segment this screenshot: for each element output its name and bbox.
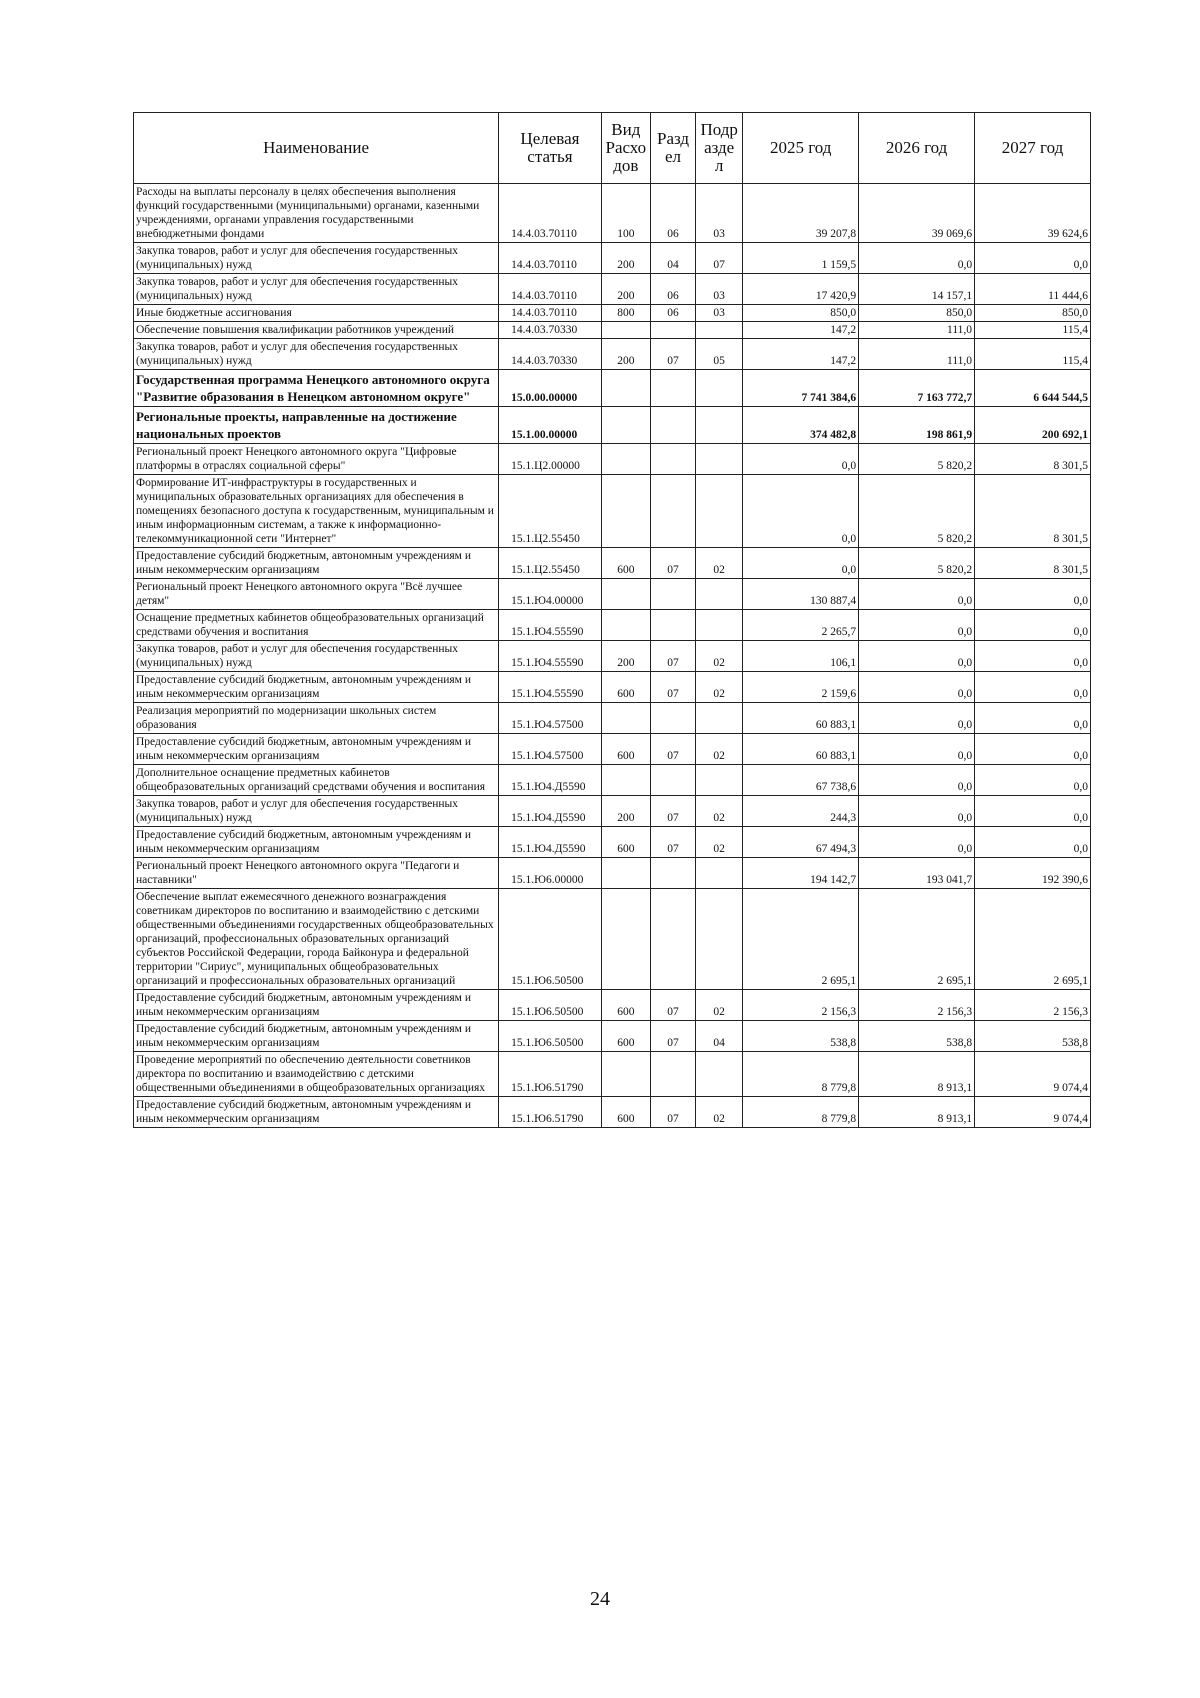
cell-name: Дополнительное оснащение предметных кабинетов общеобразовательных организаций средствами обучения и воспитания xyxy=(134,765,499,796)
cell-2025: 8 779,8 xyxy=(743,1097,859,1128)
cell-2025: 60 883,1 xyxy=(743,734,859,765)
cell-2026: 7 163 772,7 xyxy=(859,370,975,407)
cell-2025: 850,0 xyxy=(743,305,859,322)
cell-name: Закупка товаров, работ и услуг для обеспечения государственных (муниципальных) нужд xyxy=(134,243,499,274)
cell-podr: 03 xyxy=(696,305,743,322)
cell-target-code: 14.4.03.70110 xyxy=(499,305,602,322)
cell-vid: 200 xyxy=(601,641,650,672)
cell-razd xyxy=(650,610,695,641)
cell-2027: 200 692,1 xyxy=(975,407,1091,444)
cell-2027: 11 444,6 xyxy=(975,274,1091,305)
table-row xyxy=(134,990,1091,1021)
cell-vid: 600 xyxy=(601,548,650,579)
cell-podr: 05 xyxy=(696,339,743,370)
cell-2025: 2 265,7 xyxy=(743,610,859,641)
cell-target-code: 14.4.03.70330 xyxy=(499,339,602,370)
cell-2026: 2 156,3 xyxy=(859,990,975,1021)
cell-2026: 198 861,9 xyxy=(859,407,975,444)
cell-2027: 850,0 xyxy=(975,305,1091,322)
cell-2027: 9 074,4 xyxy=(975,1097,1091,1128)
cell-razd xyxy=(650,407,695,444)
cell-razd: 07 xyxy=(650,641,695,672)
cell-razd: 07 xyxy=(650,339,695,370)
cell-name: Закупка товаров, работ и услуг для обеспечения государственных (муниципальных) нужд xyxy=(134,339,499,370)
cell-2026: 8 913,1 xyxy=(859,1052,975,1097)
table-row xyxy=(134,734,1091,765)
cell-vid: 600 xyxy=(601,672,650,703)
header-razd-line1: Разд xyxy=(656,129,690,148)
table-row xyxy=(134,548,1091,579)
cell-target-code: 15.1.Ю4.55590 xyxy=(499,641,602,672)
table-row xyxy=(134,827,1091,858)
cell-2026: 0,0 xyxy=(859,796,975,827)
cell-target-code: 15.1.Ю6.50500 xyxy=(499,889,602,990)
cell-podr: 02 xyxy=(696,990,743,1021)
cell-2027: 115,4 xyxy=(975,322,1091,339)
table-row xyxy=(134,475,1091,548)
cell-razd xyxy=(650,858,695,889)
cell-vid: 600 xyxy=(601,827,650,858)
cell-2026: 14 157,1 xyxy=(859,274,975,305)
cell-vid: 600 xyxy=(601,734,650,765)
cell-2026: 0,0 xyxy=(859,827,975,858)
cell-target-code: 15.1.Ю4.Д5590 xyxy=(499,796,602,827)
cell-2027: 0,0 xyxy=(975,672,1091,703)
cell-2027: 0,0 xyxy=(975,243,1091,274)
cell-2027: 0,0 xyxy=(975,610,1091,641)
table-row xyxy=(134,641,1091,672)
cell-vid xyxy=(601,475,650,548)
cell-podr xyxy=(696,475,743,548)
cell-2025: 17 420,9 xyxy=(743,274,859,305)
table-row xyxy=(134,274,1091,305)
cell-name: Предоставление субсидий бюджетным, автономным учреждениям и иным некоммерческим организациям xyxy=(134,672,499,703)
cell-2026: 0,0 xyxy=(859,641,975,672)
table-row xyxy=(134,579,1091,610)
cell-name: Иные бюджетные ассигнования xyxy=(134,305,499,322)
cell-vid: 100 xyxy=(601,184,650,243)
cell-vid: 800 xyxy=(601,305,650,322)
cell-podr xyxy=(696,703,743,734)
cell-2026: 111,0 xyxy=(859,339,975,370)
cell-2025: 1 159,5 xyxy=(743,243,859,274)
cell-2026: 2 695,1 xyxy=(859,889,975,990)
header-2025-text: 2025 год xyxy=(769,138,832,157)
cell-vid: 600 xyxy=(601,990,650,1021)
cell-2025: 7 741 384,6 xyxy=(743,370,859,407)
table-row xyxy=(134,889,1091,990)
cell-2027: 6 644 544,5 xyxy=(975,370,1091,407)
cell-2027: 8 301,5 xyxy=(975,475,1091,548)
cell-podr xyxy=(696,370,743,407)
cell-name: Обеспечение повышения квалификации работников учреждений xyxy=(134,322,499,339)
cell-2026: 538,8 xyxy=(859,1021,975,1052)
cell-2026: 5 820,2 xyxy=(859,444,975,475)
cell-vid xyxy=(601,1052,650,1097)
cell-name: Государственная программа Ненецкого автономного округа "Развитие образования в Ненецком автономном округе" xyxy=(134,370,499,407)
cell-2026: 193 041,7 xyxy=(859,858,975,889)
cell-name: Проведение мероприятий по обеспечению деятельности советников директора по воспитанию и взаимодействию с детскими общественными объединениями в общеобразовательных организациях xyxy=(134,1052,499,1097)
cell-2027: 0,0 xyxy=(975,796,1091,827)
cell-podr: 07 xyxy=(696,243,743,274)
cell-2027: 8 301,5 xyxy=(975,444,1091,475)
cell-2026: 5 820,2 xyxy=(859,548,975,579)
cell-target-code: 15.1.Ю6.50500 xyxy=(499,1021,602,1052)
cell-2025: 374 482,8 xyxy=(743,407,859,444)
cell-2025: 2 156,3 xyxy=(743,990,859,1021)
budget-table xyxy=(133,112,1091,1128)
cell-vid: 200 xyxy=(601,339,650,370)
cell-target-code: 14.4.03.70110 xyxy=(499,274,602,305)
cell-2025: 2 159,6 xyxy=(743,672,859,703)
cell-2027: 115,4 xyxy=(975,339,1091,370)
cell-razd: 04 xyxy=(650,243,695,274)
cell-2025: 106,1 xyxy=(743,641,859,672)
cell-2026: 0,0 xyxy=(859,672,975,703)
cell-target-code: 14.4.03.70110 xyxy=(499,243,602,274)
cell-target-code: 15.0.00.00000 xyxy=(499,370,602,407)
cell-target-code: 15.1.Ю6.51790 xyxy=(499,1097,602,1128)
cell-razd: 07 xyxy=(650,672,695,703)
header-vid-line3: дов xyxy=(613,156,639,175)
header-podr-line2: азде xyxy=(704,138,735,157)
header-row xyxy=(134,113,1091,184)
cell-name: Предоставление субсидий бюджетным, автономным учреждениям и иным некоммерческим организациям xyxy=(134,1021,499,1052)
cell-2027: 2 695,1 xyxy=(975,889,1091,990)
cell-name: Предоставление субсидий бюджетным, автономным учреждениям и иным некоммерческим организациям xyxy=(134,990,499,1021)
cell-2025: 244,3 xyxy=(743,796,859,827)
cell-podr: 02 xyxy=(696,641,743,672)
cell-2026: 0,0 xyxy=(859,579,975,610)
cell-target-code: 14.4.03.70110 xyxy=(499,184,602,243)
cell-2027: 0,0 xyxy=(975,579,1091,610)
header-target-line2: статья xyxy=(527,147,573,166)
cell-name: Предоставление субсидий бюджетным, автономным учреждениям и иным некоммерческим организациям xyxy=(134,548,499,579)
cell-2026: 0,0 xyxy=(859,765,975,796)
cell-2025: 194 142,7 xyxy=(743,858,859,889)
cell-vid: 200 xyxy=(601,796,650,827)
cell-razd xyxy=(650,444,695,475)
cell-target-code: 15.1.Ю4.55590 xyxy=(499,610,602,641)
table-row xyxy=(134,305,1091,322)
cell-podr: 02 xyxy=(696,548,743,579)
cell-2025: 130 887,4 xyxy=(743,579,859,610)
header-vid-line2: Расхо xyxy=(605,138,647,157)
table-row xyxy=(134,1052,1091,1097)
cell-target-code: 15.1.Ц2.00000 xyxy=(499,444,602,475)
cell-name: Формирование ИТ-инфраструктуры в государственных и муниципальных образовательных организациях для обеспечения в помещениях безопасного доступа к государственным, муниципальным и иным информационным системам, а также к информационно-телекоммуникационной сети "Интернет" xyxy=(134,475,499,548)
cell-vid xyxy=(601,610,650,641)
cell-podr xyxy=(696,610,743,641)
cell-2027: 2 156,3 xyxy=(975,990,1091,1021)
cell-target-code: 15.1.Ю6.51790 xyxy=(499,1052,602,1097)
cell-vid xyxy=(601,889,650,990)
cell-2025: 60 883,1 xyxy=(743,703,859,734)
header-target-line1: Целевая xyxy=(520,129,580,148)
cell-name: Обеспечение выплат ежемесячного денежного вознаграждения советникам директоров по воспитанию и взаимодействию с детскими общественными объединениями государственных общеобразовательных организаций, профессиональных образовательных организаций субъектов Российской Федерации, города Байконура и федеральной территории "Сириус", муниципальных общеобразовательных организаций и профессиональных образовательных организаций xyxy=(134,889,499,990)
cell-name: Закупка товаров, работ и услуг для обеспечения государственных (муниципальных) нужд xyxy=(134,796,499,827)
cell-2026: 111,0 xyxy=(859,322,975,339)
cell-target-code: 15.1.Ю4.00000 xyxy=(499,579,602,610)
cell-target-code: 15.1.Ц2.55450 xyxy=(499,475,602,548)
table-body xyxy=(134,184,1091,1128)
header-2026-text: 2026 год xyxy=(885,138,948,157)
header-name xyxy=(134,113,499,184)
cell-2027: 538,8 xyxy=(975,1021,1091,1052)
cell-target-code: 15.1.Ю4.Д5590 xyxy=(499,765,602,796)
cell-vid xyxy=(601,858,650,889)
cell-razd xyxy=(650,475,695,548)
cell-razd xyxy=(650,1052,695,1097)
cell-2026: 850,0 xyxy=(859,305,975,322)
cell-podr: 02 xyxy=(696,672,743,703)
cell-podr: 02 xyxy=(696,827,743,858)
cell-podr: 02 xyxy=(696,1097,743,1128)
cell-2026: 8 913,1 xyxy=(859,1097,975,1128)
cell-vid xyxy=(601,370,650,407)
cell-vid xyxy=(601,703,650,734)
table-row xyxy=(134,672,1091,703)
cell-razd: 06 xyxy=(650,274,695,305)
cell-2027: 0,0 xyxy=(975,734,1091,765)
cell-podr: 02 xyxy=(696,796,743,827)
cell-razd xyxy=(650,579,695,610)
cell-razd: 06 xyxy=(650,305,695,322)
cell-vid xyxy=(601,322,650,339)
cell-razd: 07 xyxy=(650,548,695,579)
cell-podr xyxy=(696,858,743,889)
table-row xyxy=(134,407,1091,444)
cell-target-code: 15.1.Ц2.55450 xyxy=(499,548,602,579)
cell-target-code: 15.1.Ю4.Д5590 xyxy=(499,827,602,858)
cell-2025: 147,2 xyxy=(743,339,859,370)
cell-target-code: 14.4.03.70330 xyxy=(499,322,602,339)
cell-vid: 200 xyxy=(601,274,650,305)
cell-vid xyxy=(601,765,650,796)
cell-2025: 147,2 xyxy=(743,322,859,339)
cell-2027: 8 301,5 xyxy=(975,548,1091,579)
table-row xyxy=(134,184,1091,243)
cell-razd: 07 xyxy=(650,1021,695,1052)
cell-podr xyxy=(696,579,743,610)
table-row xyxy=(134,703,1091,734)
cell-podr: 03 xyxy=(696,274,743,305)
cell-name: Региональный проект Ненецкого автономного округа "Педагоги и наставники" xyxy=(134,858,499,889)
cell-name: Реализация мероприятий по модернизации школьных систем образования xyxy=(134,703,499,734)
cell-2027: 0,0 xyxy=(975,641,1091,672)
cell-razd xyxy=(650,322,695,339)
cell-2026: 0,0 xyxy=(859,734,975,765)
cell-name: Предоставление субсидий бюджетным, автономным учреждениям и иным некоммерческим организациям xyxy=(134,827,499,858)
table-row xyxy=(134,322,1091,339)
table-row xyxy=(134,858,1091,889)
table-row xyxy=(134,765,1091,796)
cell-podr xyxy=(696,444,743,475)
cell-vid xyxy=(601,407,650,444)
cell-2025: 39 207,8 xyxy=(743,184,859,243)
cell-name: Региональный проект Ненецкого автономного округа "Цифровые платформы в отраслях социальной сферы" xyxy=(134,444,499,475)
table-row xyxy=(134,339,1091,370)
cell-vid xyxy=(601,579,650,610)
cell-target-code: 15.1.Ю4.57500 xyxy=(499,703,602,734)
header-razd xyxy=(650,113,695,184)
cell-razd xyxy=(650,370,695,407)
cell-name: Предоставление субсидий бюджетным, автономным учреждениям и иным некоммерческим организациям xyxy=(134,734,499,765)
cell-target-code: 15.1.Ю4.57500 xyxy=(499,734,602,765)
cell-name: Оснащение предметных кабинетов общеобразовательных организаций средствами обучения и воспитания xyxy=(134,610,499,641)
cell-target-code: 15.1.00.00000 xyxy=(499,407,602,444)
cell-2027: 9 074,4 xyxy=(975,1052,1091,1097)
table-row xyxy=(134,796,1091,827)
cell-name: Расходы на выплаты персоналу в целях обеспечения выполнения функций государственными (муниципальными) органами, казенными учреждениями, органами управления государственными внебюджетными фондами xyxy=(134,184,499,243)
cell-podr xyxy=(696,1052,743,1097)
cell-2027: 0,0 xyxy=(975,703,1091,734)
header-razd-line2: ел xyxy=(665,147,682,166)
header-2026 xyxy=(859,113,975,184)
cell-razd: 07 xyxy=(650,796,695,827)
cell-podr xyxy=(696,765,743,796)
cell-2027: 0,0 xyxy=(975,765,1091,796)
cell-podr: 02 xyxy=(696,734,743,765)
cell-razd xyxy=(650,889,695,990)
table-row xyxy=(134,243,1091,274)
cell-name: Закупка товаров, работ и услуг для обеспечения государственных (муниципальных) нужд xyxy=(134,641,499,672)
cell-vid: 600 xyxy=(601,1097,650,1128)
cell-2026: 0,0 xyxy=(859,610,975,641)
header-2025 xyxy=(743,113,859,184)
header-podr-line3: л xyxy=(714,156,724,175)
cell-2026: 0,0 xyxy=(859,243,975,274)
cell-2026: 0,0 xyxy=(859,703,975,734)
cell-2027: 39 624,6 xyxy=(975,184,1091,243)
header-2027 xyxy=(975,113,1091,184)
cell-2025: 0,0 xyxy=(743,444,859,475)
page-number: 24 xyxy=(590,1588,610,1610)
cell-razd: 07 xyxy=(650,1097,695,1128)
table-row xyxy=(134,444,1091,475)
cell-target-code: 15.1.Ю6.50500 xyxy=(499,990,602,1021)
cell-target-code: 15.1.Ю4.55590 xyxy=(499,672,602,703)
cell-razd: 07 xyxy=(650,734,695,765)
header-podr-line1: Подр xyxy=(700,120,738,139)
cell-name: Предоставление субсидий бюджетным, автономным учреждениям и иным некоммерческим организациям xyxy=(134,1097,499,1128)
cell-razd: 07 xyxy=(650,827,695,858)
cell-razd xyxy=(650,703,695,734)
header-vid-line1: Вид xyxy=(611,120,641,139)
header-name-text: Наименование xyxy=(263,138,370,157)
cell-razd xyxy=(650,765,695,796)
cell-podr xyxy=(696,322,743,339)
cell-podr xyxy=(696,407,743,444)
cell-target-code: 15.1.Ю6.00000 xyxy=(499,858,602,889)
cell-razd: 06 xyxy=(650,184,695,243)
cell-2025: 67 494,3 xyxy=(743,827,859,858)
cell-name: Региональные проекты, направленные на достижение национальных проектов xyxy=(134,407,499,444)
cell-name: Закупка товаров, работ и услуг для обеспечения государственных (муниципальных) нужд xyxy=(134,274,499,305)
cell-2026: 39 069,6 xyxy=(859,184,975,243)
table-row xyxy=(134,370,1091,407)
cell-name: Региональный проект Ненецкого автономного округа "Всё лучшее детям" xyxy=(134,579,499,610)
cell-vid xyxy=(601,444,650,475)
cell-vid: 200 xyxy=(601,243,650,274)
cell-podr xyxy=(696,889,743,990)
header-target xyxy=(499,113,602,184)
table-row xyxy=(134,610,1091,641)
cell-2025: 538,8 xyxy=(743,1021,859,1052)
cell-2026: 5 820,2 xyxy=(859,475,975,548)
cell-razd: 07 xyxy=(650,990,695,1021)
cell-2025: 67 738,6 xyxy=(743,765,859,796)
cell-2025: 2 695,1 xyxy=(743,889,859,990)
table-row xyxy=(134,1021,1091,1052)
cell-2025: 0,0 xyxy=(743,548,859,579)
table-row xyxy=(134,1097,1091,1128)
header-2027-text: 2027 год xyxy=(1001,138,1064,157)
cell-2025: 0,0 xyxy=(743,475,859,548)
table-header xyxy=(134,113,1091,184)
cell-podr: 03 xyxy=(696,184,743,243)
header-vid xyxy=(601,113,650,184)
cell-podr: 04 xyxy=(696,1021,743,1052)
cell-2025: 8 779,8 xyxy=(743,1052,859,1097)
cell-2027: 192 390,6 xyxy=(975,858,1091,889)
cell-vid: 600 xyxy=(601,1021,650,1052)
cell-2027: 0,0 xyxy=(975,827,1091,858)
header-podr xyxy=(696,113,743,184)
